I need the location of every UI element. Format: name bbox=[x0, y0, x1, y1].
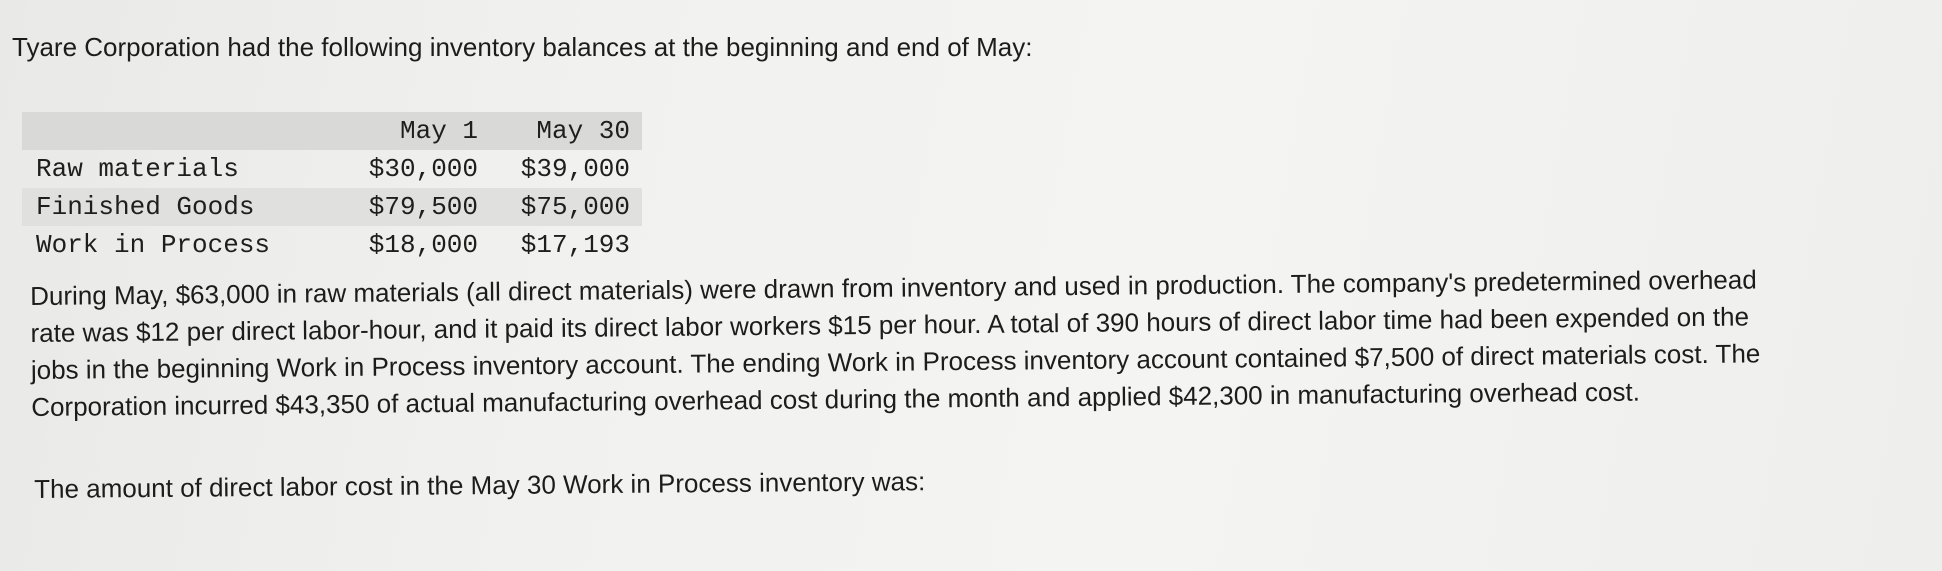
paragraph-line: jobs in the beginning Work in Process inventory account. The ending Work in Process inventory account contained $7,500 of direct materials cost. The bbox=[30, 338, 1761, 385]
paragraph-line: rate was $12 per direct labor-hour, and it paid its direct labor workers $15 per hour. A total of 390 hours of direct labor time had been expended on the bbox=[30, 301, 1750, 348]
table-header-row bbox=[22, 112, 642, 150]
row-may-30-value: $75,000 bbox=[520, 192, 630, 222]
table-row bbox=[22, 150, 642, 188]
header-blank bbox=[22, 112, 338, 150]
row-label: Work in Process bbox=[36, 230, 271, 260]
intro-text: Tyare Corporation had the following inventory balances at the beginning and end of May: bbox=[12, 32, 1033, 62]
header-may-30: May 30 bbox=[536, 116, 630, 146]
row-may-1-value: $30,000 bbox=[368, 154, 478, 184]
table-row bbox=[22, 226, 642, 264]
row-may-30-value: $39,000 bbox=[520, 154, 630, 184]
paragraph-line: During May, $63,000 in raw materials (all direct materials) were drawn from inventory and used in production. The company's predetermined overhead bbox=[30, 264, 1757, 311]
problem-paragraph bbox=[30, 260, 1911, 426]
table-row bbox=[22, 188, 642, 226]
row-may-30-value: $17,193 bbox=[520, 230, 630, 260]
row-label: Finished Goods bbox=[36, 192, 255, 222]
paragraph-line: Corporation incurred $43,350 of actual manufacturing overhead cost during the month and applied $42,300 in manufacturing overhead cost. bbox=[31, 376, 1641, 422]
row-label: Raw materials bbox=[36, 154, 239, 184]
row-may-1-value: $18,000 bbox=[368, 230, 478, 260]
row-may-1-value: $79,500 bbox=[368, 192, 478, 222]
question-text: The amount of direct labor cost in the May 30 Work in Process inventory was: bbox=[34, 466, 926, 504]
header-may-1: May 1 bbox=[399, 116, 478, 146]
inventory-balances-table bbox=[22, 112, 642, 264]
